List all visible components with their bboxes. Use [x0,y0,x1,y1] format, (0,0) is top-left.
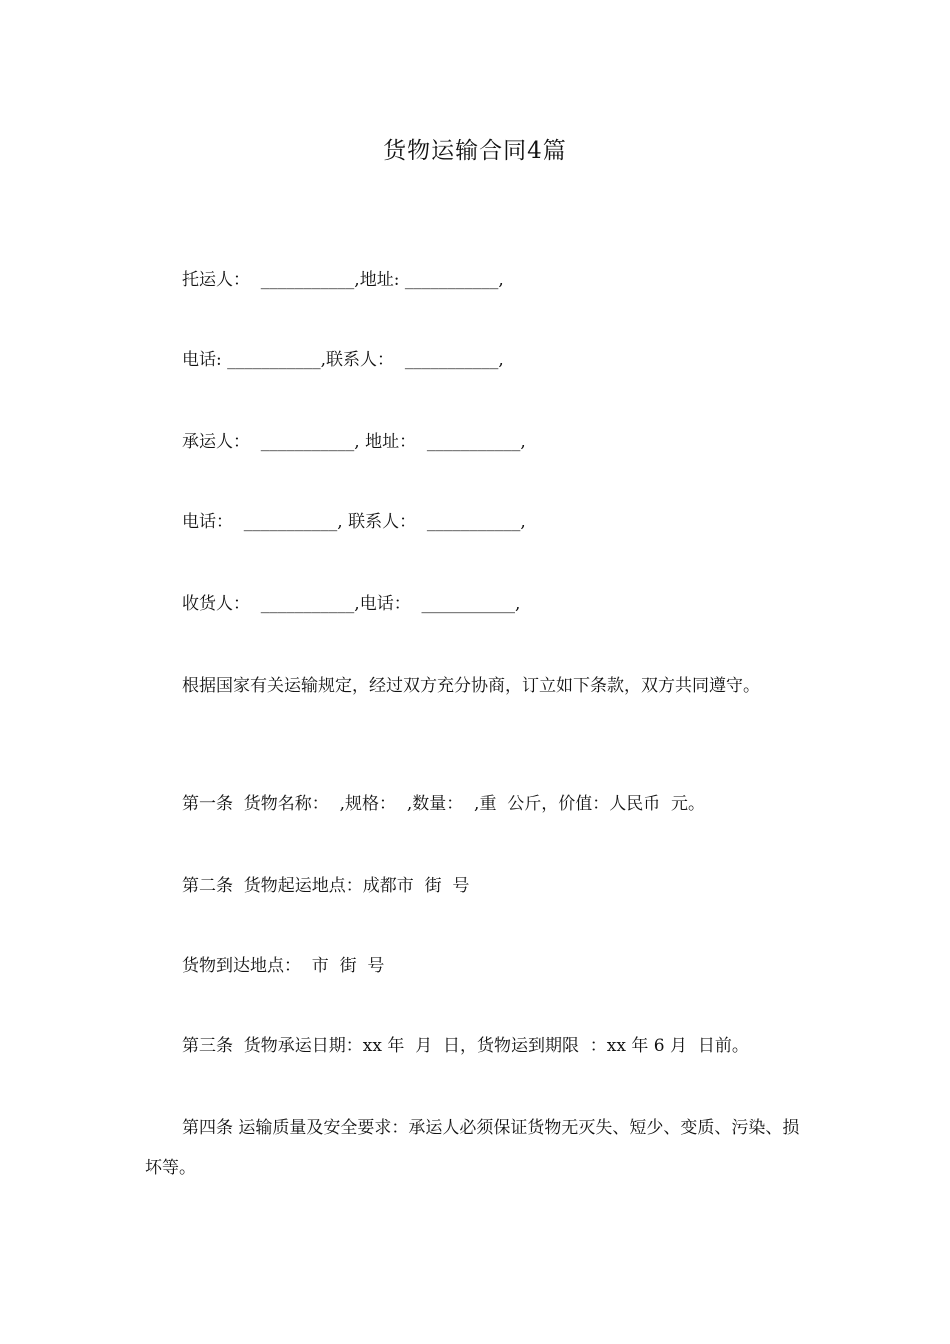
shipper-line: 托运人： ___________,地址: ___________, [182,270,504,290]
article-4: 第四条 运输质量及安全要求：承运人必须保证货物无灭失、短少、变质、污染、损坏等。 [145,1118,800,1178]
article-2: 第二条 货物起运地点：成都市 街 号 [182,876,470,896]
article-1: 第一条 货物名称： ,规格： ,数量： ,重 公斤，价值：人民币 元。 [182,794,706,814]
carrier-line: 承运人： ___________, 地址： ___________, [182,432,526,452]
carrier-contact-line: 电话： ___________, 联系人： ___________, [182,512,526,532]
article-2-destination: 货物到达地点： 市 街 号 [182,956,385,976]
intro-paragraph: 根据国家有关运输规定，经过双方充分协商，订立如下条款，双方共同遵守。 [182,676,760,696]
shipper-contact-line: 电话: ___________,联系人： ___________, [182,350,504,370]
consignee-line: 收货人： ___________,电话： ___________, [182,594,521,614]
document-title: 货物运输合同4篇 [383,138,567,164]
article-3: 第三条 货物承运日期：xx 年 月 日，货物运到期限 ：xx 年 6 月 日前。 [182,1036,749,1056]
